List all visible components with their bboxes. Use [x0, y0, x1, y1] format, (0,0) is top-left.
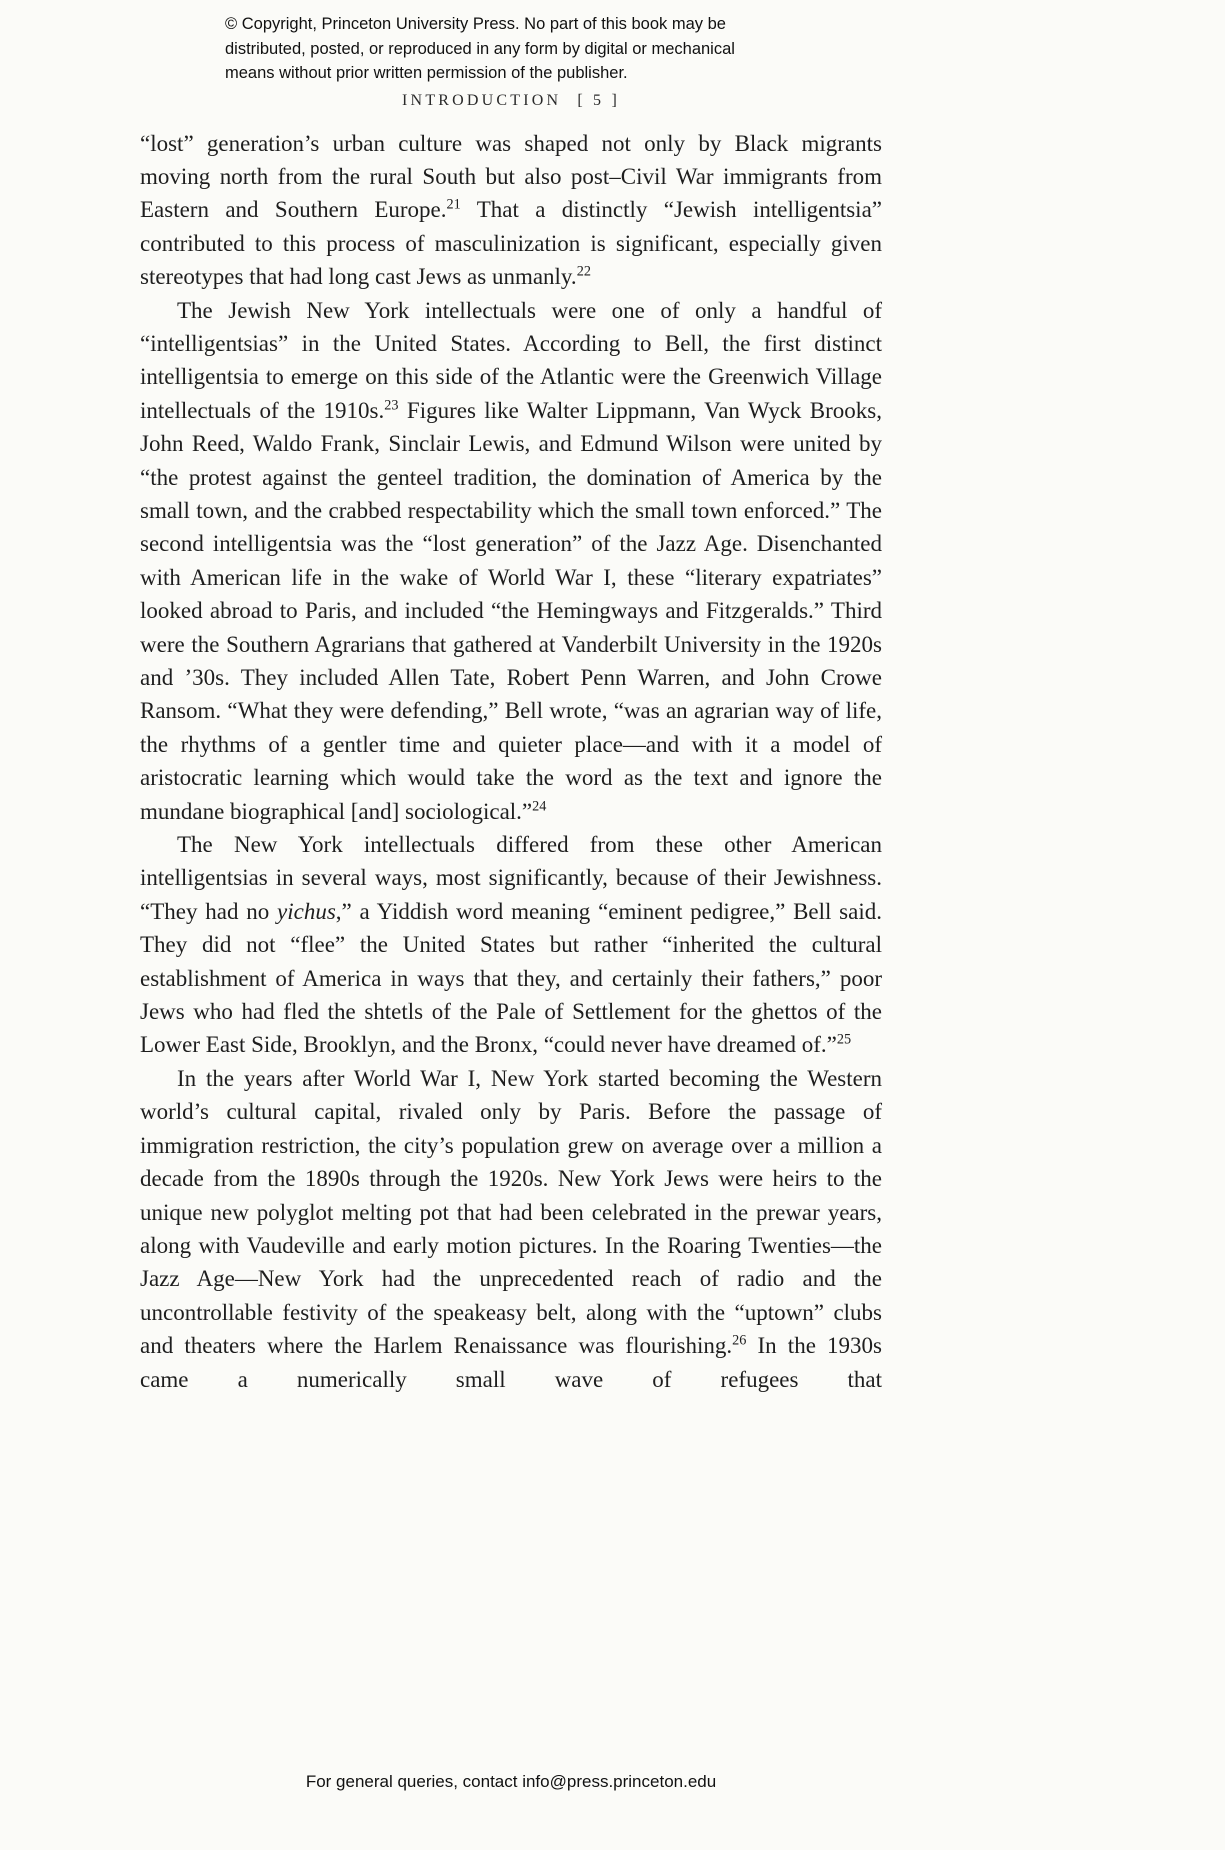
text-segment: “lost” generation’s urban culture was shaped not only by Black migrants moving north from the rural South but also post–Civil War immigrants from Eastern and Southern Europe.	[140, 130, 882, 223]
text-segment: The Jewish New York intellectuals were one of only a handful of “intelligentsias” in the United States. According to Bell, the first distinct intelligentsia to emerge on this side of the Atlantic were the Greenwich Village intellectuals of the 1910s.	[140, 297, 882, 423]
text-segment: That a distinctly “Jewish intelligentsia” contributed to this process of masculinization is significant, especially given stereotypes that had long cast Jews as unmanly.	[140, 197, 882, 290]
text-column	[140, 0, 882, 1396]
footnote-reference: 23	[384, 397, 399, 414]
footnote-reference: 22	[576, 263, 591, 280]
running-head-page-number: [ 5 ]	[577, 91, 620, 109]
copyright-line: means without prior written permission of the publisher.	[225, 64, 628, 82]
footnote-reference: 25	[836, 1031, 852, 1048]
paragraph	[140, 1062, 882, 1396]
text-segment: Figures like Walter Lippmann, Van Wyck Brooks, John Reed, Waldo Frank, Sinclair Lewis, and Edmund Wilson were united by “the protest against the genteel tradition, the domination of America by the small town, and the crabbed respectability which the small town enforced.” The second intelligentsia was the “lost generation” of the Jazz Age. Disenchanted with American life in the wake of World War I, these “literary expatriates” looked abroad to Paris, and included “the Hemingways and Fitzgeralds.” Third were the Southern Agrarians that gathered at Vanderbilt University in the 1920s and ’30s. They included Allen Tate, Robert Penn Warren, and John Crowe Ransom. “What they were defending,” Bell wrote, “was an agrarian way of life, the rhythms of a gentler time and quieter place—and with it a model of aristocratic learning which would take the word as the text and ignore the mundane biographical [and] sociological.”	[140, 397, 882, 824]
copyright-notice	[225, 12, 882, 86]
footnote-reference: 26	[732, 1332, 747, 1349]
footnote-reference: 21	[446, 196, 461, 213]
paragraph	[140, 294, 882, 829]
footnote-reference: 24	[532, 797, 547, 814]
italic-term: yichus	[277, 898, 336, 924]
running-head	[140, 92, 882, 110]
text-segment: ,” a Yiddish word meaning “eminent pedigree,” Bell said. They did not “flee” the United States but rather “inherited the cultural establishment of America in ways that they, and certainly their fathers,” poor Jews who had fled the shtetls of the Pale of Settlement for the ghettos of the Lower East Side, Brooklyn, and the Bronx, “could never have dreamed of.”	[140, 898, 882, 1058]
paragraph	[140, 828, 882, 1062]
running-head-title: INTRODUCTION	[402, 91, 562, 109]
paragraph	[140, 127, 882, 294]
page-footer: For general queries, contact info@press.princeton.edu	[305, 1772, 717, 1791]
text-segment: In the years after World War I, New York started becoming the Western world’s cultural capital, rivaled only by Paris. Before the passage of immigration restriction, the city’s population grew on average over a million a decade from the 1890s through the 1920s. New York Jews were heirs to the unique new polyglot melting pot that had been celebrated in the prewar years, along with Vaudeville and early motion pictures. In the Roaring Twenties—the Jazz Age—New York had the unprecedented reach of radio and the uncontrollable festivity of the speakeasy belt, along with the “uptown” clubs and theaters where the Harlem Renaissance was flourishing.	[140, 1065, 882, 1359]
text-segment: The New York intellectuals differed from these other American intelligentsias in several ways, most significantly, because of their Jewishness. “They had no	[140, 832, 882, 924]
copyright-line: © Copyright, Princeton University Press. No part of this book may be	[225, 15, 726, 33]
body-text	[140, 127, 882, 1396]
text-segment: In the 1930s came a numerically small wave of refugees that	[140, 1333, 882, 1392]
copyright-line: distributed, posted, or reproduced in any form by digital or mechanical	[225, 39, 735, 58]
